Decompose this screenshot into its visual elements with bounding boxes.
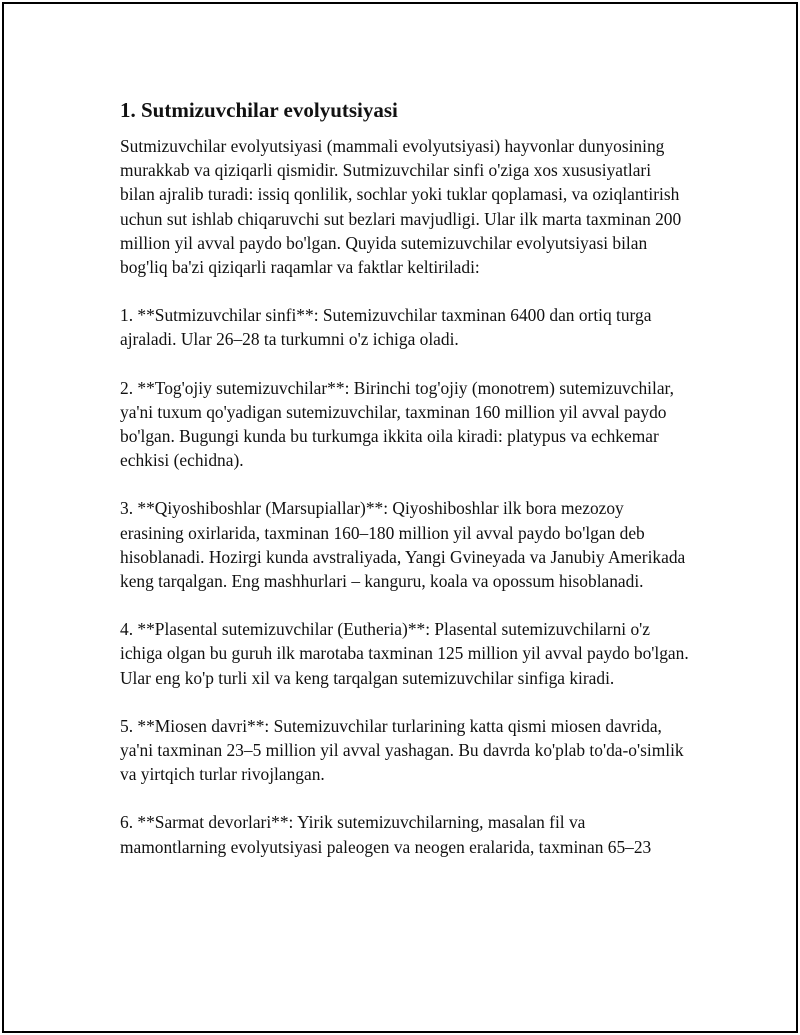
page-frame [2,2,798,1033]
list-item-2: 2. **Tog'ojiy sutemizuvchilar**: Birinchi tog'ojiy (monotrem) sutemizuvchilar, ya'ni tuxum qo'yadigan sutemizuvchilar, taxminan 160 million yil avval paydo bo'lgan. Bugungi kunda bu turkumga ikkita oila kiradi: platypus va echkemar echkisi (echidna). [120,377,674,471]
list-item-1: 1. **Sutmizuvchilar sinfi**: Sutemizuvchilar taxminan 6400 dan ortiq turga ajraladi. Ular 26–28 ta turkumni o'z ichiga oladi. [120,305,652,350]
section-heading: 1. Sutmizuvchilar evolyutsiyasi [120,98,398,122]
list-item-5: 5. **Miosen davri**: Sutemizuvchilar turlarining katta qismi miosen davrida, ya'ni taxminan 23–5 million yil avval yashagan. Bu davrda ko'plab to'da-o'simlik va yirtqich turlar rivojlangan. [120,715,684,785]
intro-paragraph: Sutmizuvchilar evolyutsiyasi (mammali evolyutsiyasi) hayvonlar dunyosining murakkab va qiziqarli qismidir. Sutmizuvchilar sinfi o'ziga xos xususiyatlari bilan ajralib turadi: issiq qonlilik, sochlar yoki tuklar qoplamasi, va oziqlantirish uchun sut ishlab chiqaruvchi sut bezlari mavjudligi. Ular ilk marta taxminan 200 million yil avval paydo bo'lgan. Quyida sutemizuvchilar evolyutsiyasi bilan bog'liq ba'zi qiziqarli raqamlar va faktlar keltiriladi: [120,136,682,278]
list-item-3: 3. **Qiyoshiboshlar (Marsupiallar)**: Qiyoshiboshlar ilk bora mezozoy erasining oxirlarida, taxminan 160–180 million yil avval paydo bo'lgan deb hisoblanadi. Hozirgi kunda avstraliyada, Yangi Gvineyada va Janubiy Amerikada keng tarqalgan. Eng mashhurlari – kanguru, koala va opossum hisoblanadi. [120,498,686,592]
list-item-4: 4. **Plasental sutemizuvchilar (Eutheria)**: Plasental sutemizuvchilarni o'z ichiga olgan bu guruh ilk marotaba taxminan 125 million yil avval paydo bo'lgan. Ular eng ko'p turli xil va keng tarqalgan sutemizuvchilar sinfiga kiradi. [120,619,689,688]
list-item-6: 6. **Sarmat devorlari**: Yirik sutemizuvchilarning, masalan fil va mamontlarning evolyutsiyasi paleogen va neogen eralarida, taxminan 65–23 [120,812,652,857]
document-body [120,96,690,883]
